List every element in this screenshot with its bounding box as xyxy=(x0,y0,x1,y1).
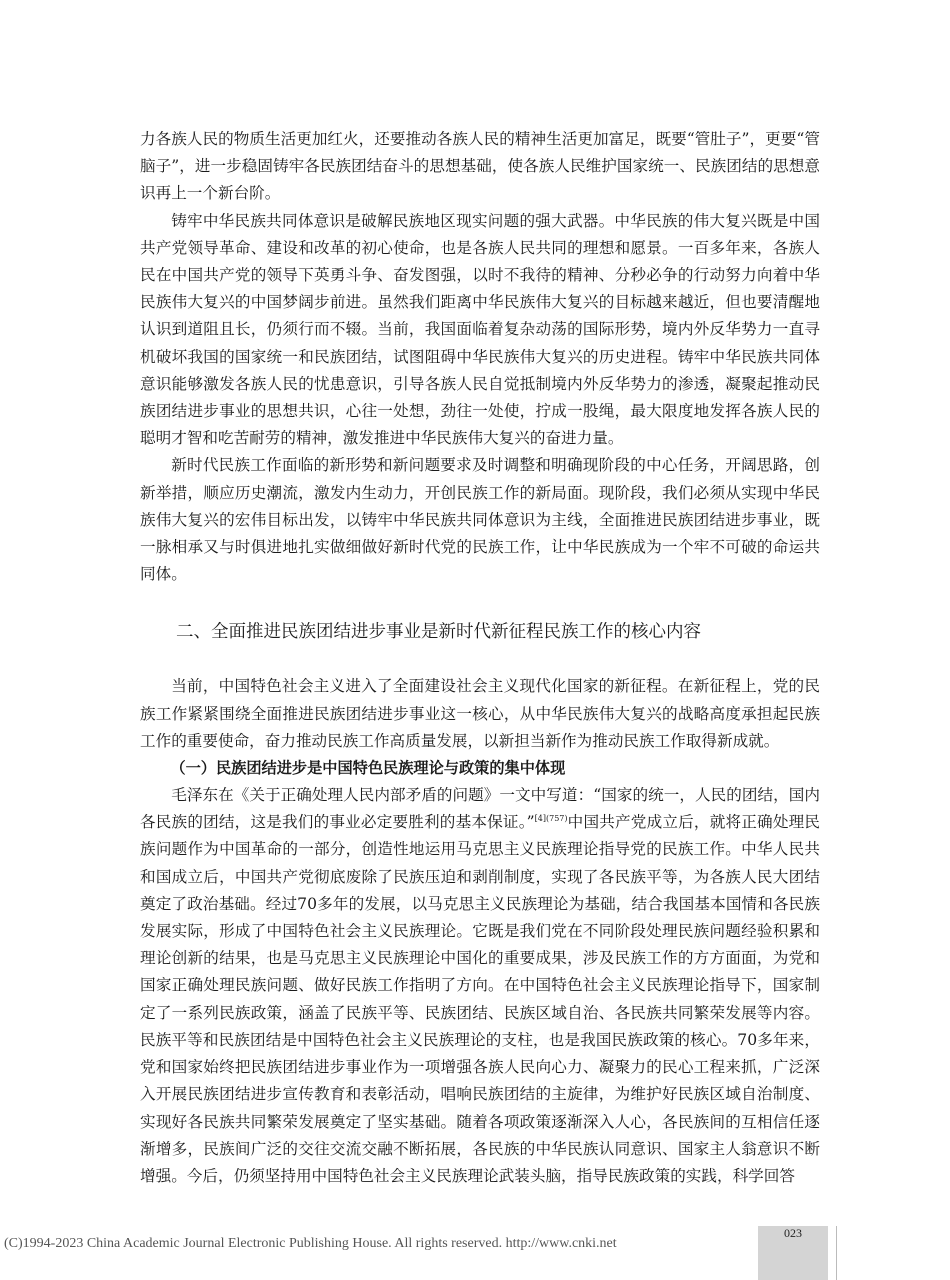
article-body xyxy=(140,126,820,1190)
paragraph: 新时代民族工作面临的新形势和新问题要求及时调整和明确现阶段的中心任务，开阔思路，创新举措，顺应历史潮流，激发内生动力，开创民族工作的新局面。现阶段，我们必须从实现中华民族伟大复兴的宏伟目标出发，以铸牢中华民族共同体意识为主线，全面推进民族团结进步事业，既一脉相承又与时俱进地扎实做细做好新时代党的民族工作，让中华民族成为一个牢不可破的命运共同体。 xyxy=(140,456,820,584)
citation-marker: [4](757) xyxy=(534,814,568,824)
quote-continuation-text: 中国共产党成立后，就将正确处理民族问题作为中国革命的一部分，创造性地运用马克思主义民族理论指导党的民族工作。中华人民共和国成立后，中国共产党彻底废除了民族压迫和剥削制度，实现了各民族平等，为各族人民大团结奠定了政治基础。经过70多年的发展，以马克思主义民族理论为基础，结合我国基本国情和各民族发展实际，形成了中国特色社会主义民族理论。它既是我们党在不同阶段处理民族问题经验积累和理论创新的结果，也是马克思主义民族理论中国化的重要成果，涉及民族工作的方方面面，为党和国家正确处理民族问题、做好民族工作指明了方向。在中国特色社会主义民族理论指导下，国家制定了一系列民族政策，涵盖了民族平等、民族团结、民族区域自治、各民族共同繁荣发展等内容。民族平等和民族团结是中国特色社会主义民族理论的支柱，也是我国民族政策的核心。70多年来，党和国家始终把民族团结进步事业作为一项增强各族人民向心力、凝聚力的民心工程来抓，广泛深入开展民族团结进步宣传教育和表彰活动，唱响民族团结的主旋律，为维护好民族区域自治制度、实现好各民族共同繁荣发展奠定了坚实基础。随着各项政策逐渐深入人心，各民族间的互相信任逐渐增多，民族间广泛的交往交流交融不断拓展，各民族的中华民族认同意识、国家主人翁意识不断增强。今后，仍须坚持用中国特色社会主义民族理论武装头脑，指导民族政策的实践，科学回答 xyxy=(140,813,820,1185)
page-number: 023 xyxy=(784,1226,802,1240)
quote-paragraph xyxy=(140,782,820,1190)
page-footer xyxy=(0,1226,950,1280)
paragraph: 铸牢中华民族共同体意识是破解民族地区现实问题的强大武器。中华民族的伟大复兴既是中国共产党领导革命、建设和改革的初心使命，也是各族人民共同的理想和愿景。一百多年来，各族人民在中国共产党的领导下英勇斗争、奋发图强，以时不我待的精神、分秒必争的行动努力向着中华民族伟大复兴的中国梦阔步前进。虽然我们距离中华民族伟大复兴的目标越来越近，但也要清醒地认识到道阻且长，仍须行而不辍。当前，我国面临着复杂动荡的国际形势，境内外反华势力一直寻机破坏我国的国家统一和民族团结，试图阻碍中华民族伟大复兴的历史进程。铸牢中华民族共同体意识能够激发各族人民的忧患意识，引导各族人民自觉抵制境内外反华势力的渗透，凝聚起推动民族团结进步事业的思想共识，心往一处想，劲往一处使，拧成一股绳，最大限度地发挥各族人民的聪明才智和吃苦耐劳的精神，激发推进中华民族伟大复兴的奋进力量。 xyxy=(140,211,820,448)
section-heading: 二、全面推进民族团结进步事业是新时代新征程民族工作的核心内容 xyxy=(176,622,701,643)
section-intro-paragraph: 当前，中国特色社会主义进入了全面建设社会主义现代化国家的新征程。在新征程上，党的民族工作紧紧围绕全面推进民族团结进步事业这一核心，从中华民族伟大复兴的战略高度承担起民族工作的重要使命，奋力推动民族工作高质量发展，以新担当新作为推动民族工作取得新成就。 xyxy=(140,677,820,750)
quote-text: 毛泽东在《关于正确处理人民内部矛盾的问题》一文中写道：“国家的统一，人民的团结，国内各民族的团结，这是我们的事业必定要胜利的基本保证。” xyxy=(140,786,820,832)
footer-divider xyxy=(836,1226,837,1280)
copyright-notice: (C)1994-2023 China Academic Journal Electronic Publishing House. All rights reserved. http://www.cnki.net xyxy=(4,1236,617,1251)
page-number-box xyxy=(758,1226,828,1280)
subsection-heading: （一）民族团结进步是中国特色民族理论与政策的集中体现 xyxy=(170,759,566,778)
paragraph: 力各族人民的物质生活更加红火，还要推动各族人民的精神生活更加富足，既要“管肚子”，更要“管脑子”，进一步稳固铸牢各民族团结奋斗的思想基础，使各族人民维护国家统一、民族团结的思想意识再上一个新台阶。 xyxy=(140,130,820,203)
